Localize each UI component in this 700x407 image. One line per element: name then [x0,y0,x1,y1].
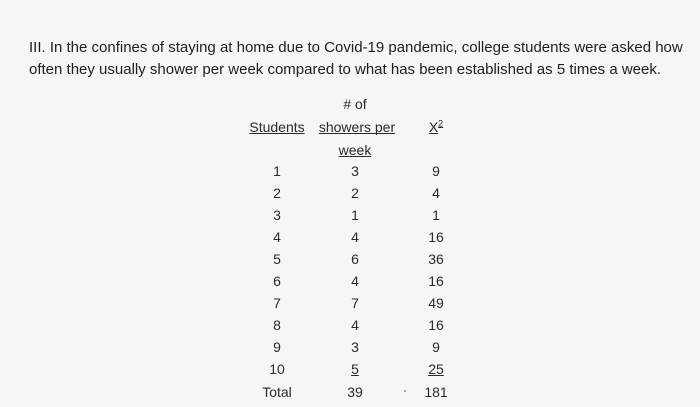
header-students: Students [249,119,305,135]
row-3-student: 3 [273,207,281,223]
row-8-showers: 4 [351,317,359,333]
row-10-chi: 25 [428,361,444,377]
total-chi: 181 [424,384,448,400]
row-5-chi: 36 [428,251,444,267]
stray-mark [404,390,406,392]
header-showers-line1: # of [343,96,367,112]
header-chi-base: X [428,119,439,135]
row-5-student: 5 [273,251,281,267]
row-4-chi: 16 [428,229,444,245]
total-label: Total [262,384,292,400]
total-showers: 39 [347,384,363,400]
row-10-student: 10 [269,361,285,377]
row-7-chi: 49 [428,295,444,311]
row-5-showers: 6 [351,251,359,267]
header-showers-line2 [312,118,402,136]
row-9-chi: 9 [432,339,440,355]
row-8-chi: 16 [428,317,444,333]
header-chi-square [400,118,472,136]
row-9-student: 9 [273,339,281,355]
row-2-student: 2 [273,185,281,201]
row-2-showers: 2 [351,185,359,201]
row-1-chi: 9 [432,163,440,179]
header-showers-line3: week [338,142,372,158]
row-4-student: 4 [273,229,281,245]
row-7-student: 7 [273,295,281,311]
row-6-student: 6 [273,273,281,289]
row-1-student: 1 [273,163,281,179]
row-6-showers: 4 [351,273,359,289]
row-2-chi: 4 [432,185,440,201]
row-3-showers: 1 [351,207,359,223]
row-3-chi: 1 [432,207,440,223]
header-chi-sup: 2 [438,118,444,129]
question-text: III. In the confines of staying at home due to Covid-19 pandemic, college students were asked how often they usually shower per week compared to what has been established as 5 times a week. [29,39,683,78]
row-10-showers: 5 [351,361,359,377]
row-6-chi: 16 [428,273,444,289]
row-1-showers: 3 [351,163,359,179]
row-7-showers: 7 [351,295,359,311]
row-9-showers: 3 [351,339,359,355]
row-8-student: 8 [273,317,281,333]
header-showers-line2-text: showers per [318,119,396,135]
row-4-showers: 4 [351,229,359,245]
